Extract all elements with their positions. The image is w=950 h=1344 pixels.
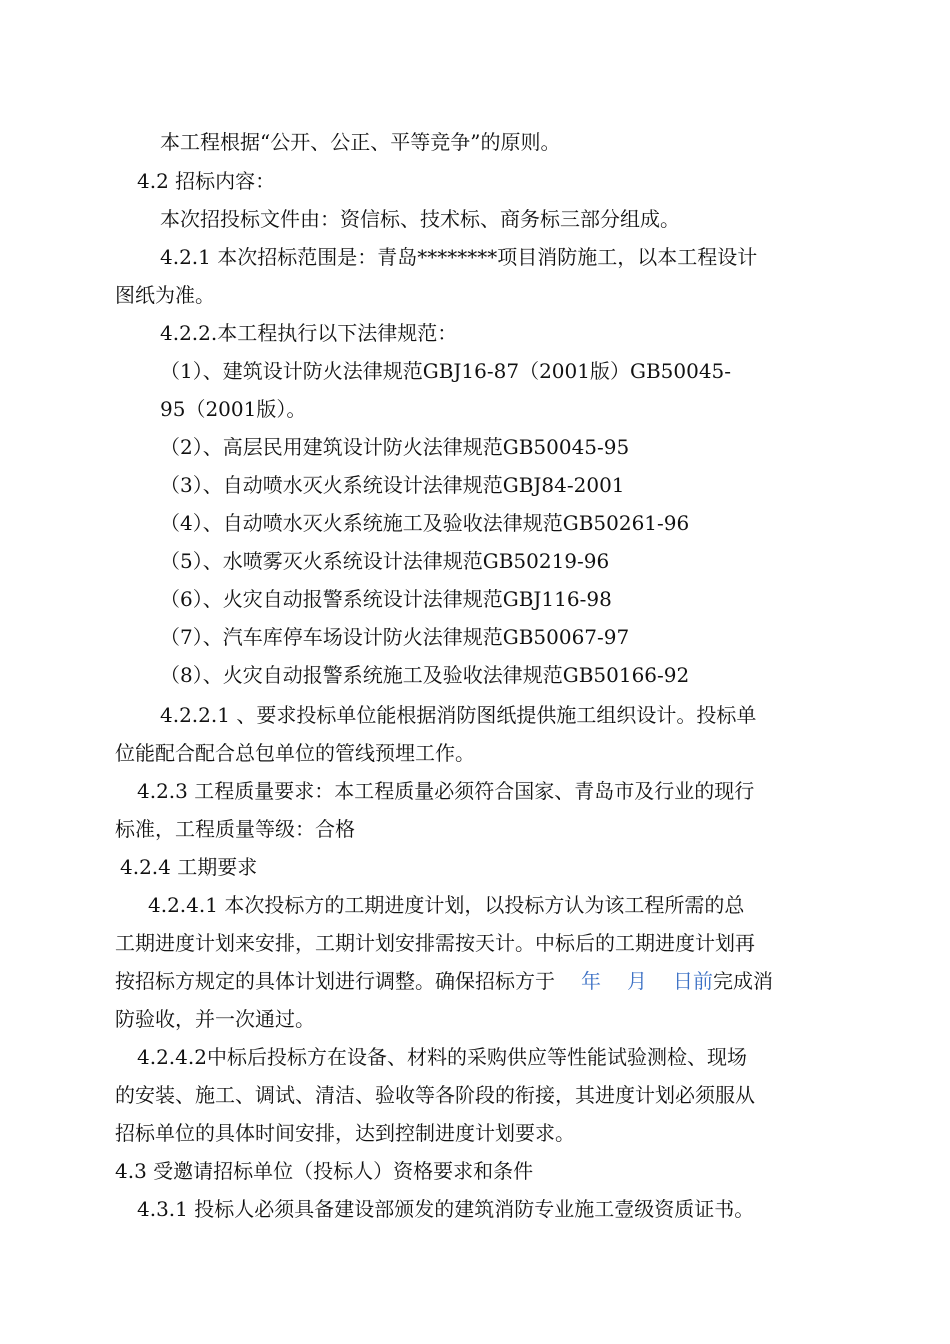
list-item-4: （4）、自动喷水灭火系统施工及验收法律规范GB50261-96 — [160, 511, 690, 535]
list-item-7: （7）、汽车库停车场设计防火法律规范GB50067-97 — [160, 625, 630, 649]
paragraph-4-2-4-1-cont-3: 防验收，并一次通过。 — [115, 1007, 315, 1031]
deadline-text-after: 完成消 — [713, 969, 773, 993]
heading-4-2: 4.2 招标内容： — [137, 169, 276, 193]
list-item-2: （2）、高层民用建筑设计防火法律规范GB50045-95 — [160, 435, 630, 459]
paragraph-4-3-1: 4.3.1 投标人必须具备建设部颁发的建筑消防专业施工壹级资质证书。 — [137, 1197, 755, 1221]
deadline-year-blank: 年 — [581, 969, 601, 993]
paragraph-principle: 本工程根据“公开、公正、平等竞争”的原则。 — [160, 130, 561, 154]
deadline-text-before: 按招标方规定的具体计划进行调整。确保招标方于 — [115, 969, 555, 993]
list-item-1: （1）、建筑设计防火法律规范GBJ16-87（2001版）GB50045- — [160, 359, 732, 383]
paragraph-4-2-4-1: 4.2.4.1 本次投标方的工期进度计划，以投标方认为该工程所需的总 — [148, 893, 745, 917]
paragraph-4-2-3: 4.2.3 工程质量要求：本工程质量必须符合国家、青岛市及行业的现行 — [137, 779, 755, 803]
heading-4-2-2: 4.2.2.本工程执行以下法律规范： — [160, 321, 458, 345]
list-item-8: （8）、火灾自动报警系统施工及验收法律规范GB50166-92 — [160, 663, 690, 687]
paragraph-4-2-2-1-cont: 位能配合配合总包单位的管线预埋工作。 — [115, 741, 475, 765]
paragraph-4-2-1-cont: 图纸为准。 — [115, 283, 215, 307]
paragraph-4-2-4-1-cont-2 — [115, 966, 773, 996]
list-item-3: （3）、自动喷水灭火系统设计法律规范GBJ84-2001 — [160, 473, 625, 497]
paragraph-4-2-2-1: 4.2.2.1 、要求投标单位能根据消防图纸提供施工组织设计。投标单 — [160, 703, 757, 727]
paragraph-4-2-4-1-cont-1: 工期进度计划来安排，工期计划安排需按天计。中标后的工期进度计划再 — [115, 931, 755, 955]
deadline-month-blank: 月 — [627, 969, 647, 993]
paragraph-composition: 本次招投标文件由：资信标、技术标、商务标三部分组成。 — [160, 207, 680, 231]
list-item-1-cont: 95（2001版）。 — [160, 397, 307, 421]
list-item-5: （5）、水喷雾灭火系统设计法律规范GB50219-96 — [160, 549, 610, 573]
deadline-day-blank: 日前 — [673, 969, 713, 993]
paragraph-4-2-1: 4.2.1 本次招标范围是：青岛********项目消防施工，以本工程设计 — [160, 245, 758, 269]
heading-4-3: 4.3 受邀请招标单位（投标人）资格要求和条件 — [115, 1159, 534, 1183]
list-item-6: （6）、火灾自动报警系统设计法律规范GBJ116-98 — [160, 587, 612, 611]
paragraph-4-2-3-cont: 标准，工程质量等级：合格 — [115, 817, 355, 841]
paragraph-4-2-4-2: 4.2.4.2中标后投标方在设备、材料的采购供应等性能试验测检、现场 — [137, 1045, 747, 1069]
paragraph-4-2-4-2-cont-2: 招标单位的具体时间安排，达到控制进度计划要求。 — [115, 1121, 575, 1145]
paragraph-4-2-4-2-cont-1: 的安装、施工、调试、清洁、验收等各阶段的衔接，其进度计划必须服从 — [115, 1083, 755, 1107]
heading-4-2-4: 4.2.4 工期要求 — [120, 855, 258, 879]
